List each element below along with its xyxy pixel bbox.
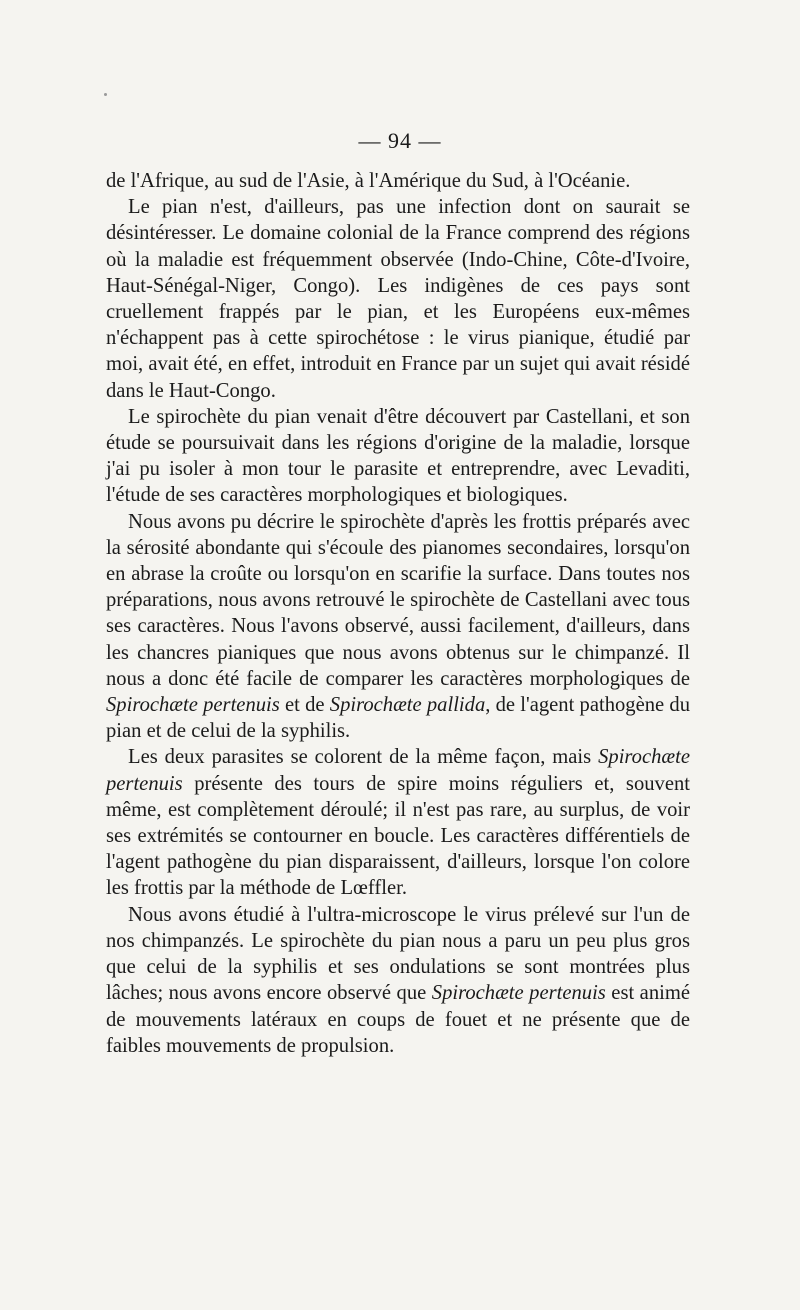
text-run: et de — [279, 694, 330, 717]
paper-speck — [104, 93, 107, 96]
text-run: Nous avons étudié à l'ultra-microscope le virus prélevé sur l'un de nos chimpanzés. Le spirochète du pian nous a paru un peu plus gros que celui de la syphilis et ses ondulations se sont montrées plus lâches; nous avons encore observé que — [106, 903, 690, 1005]
paragraph — [106, 902, 690, 1059]
italic-species-name: Spirochæte pertenuis — [431, 982, 606, 1005]
paragraph — [106, 168, 690, 194]
paragraph — [106, 744, 690, 901]
text-run: Les deux parasites se colorent de la même façon, mais — [128, 746, 599, 769]
italic-species-name: Spirochæte pertenuis — [106, 746, 690, 795]
paragraph — [106, 509, 690, 745]
text-run: présente des tours de spire moins réguliers et, souvent même, est complètement déroulé; il n'est pas rare, au surplus, de voir ses extrémités se contourner en boucle. Les caractères différentiels de l'agent pathogène du pian disparaissent, d'ailleurs, lorsque l'on colore les frottis par la méthode de Lœffler. — [106, 772, 690, 900]
text-run: , de l'agent pathogène du pian et de celui de la syphilis. — [106, 694, 690, 743]
text-run: de l'Afrique, au sud de l'Asie, à l'Amérique du Sud, à l'Océanie. — [106, 170, 631, 192]
italic-species-name: Spirochæte pertenuis — [106, 694, 280, 717]
paragraph — [106, 404, 690, 509]
text-run: Le spirochète du pian venait d'être découvert par Castellani, et son étude se poursuivait dans les régions d'origine de la maladie, lorsque j'ai pu isoler à mon tour le parasite et entreprendre, avec Levaditi, l'étude de ses caractères morphologiques et biologiques. — [106, 405, 690, 507]
body-text — [106, 168, 690, 1059]
text-run: est animé de mouvements latéraux en coups de fouet et ne présente que de faibles mouvements de propulsion. — [106, 982, 690, 1057]
text-run: Le pian n'est, d'ailleurs, pas une infection dont on saurait se désintéresser. Le domaine colonial de la France comprend des régions où la maladie est fréquemment observée (Indo-Chine, Côte-d'Ivoire, Haut-Sénégal-Niger, Congo). Les indigènes de ces pays sont cruellement frappés par le pian, et les Européens eux-mêmes n'échappent pas à cette spirochétose : le virus pianique, étudié par moi, avait été, en effet, introduit en France par un sujet qui avait résidé dans le Haut-Congo. — [106, 196, 690, 402]
text-run: Nous avons pu décrire le spirochète d'après les frottis préparés avec la sérosité abondante qui s'écoule des pianomes secondaires, lorsqu'on en abrase la croûte ou lorsqu'on en scarifie la surface. Dans toutes nos préparations, nous avons retrouvé le spirochète de Castellani avec tous ses caractères. Nous l'avons observé, aussi facilement, d'ailleurs, dans les chancres pianiques que nous avons obtenus sur le chimpanzé. Il nous a donc été facile de comparer les caractères morphologiques de — [106, 510, 690, 690]
italic-species-name: Spirochæte pallida — [329, 694, 486, 717]
paragraph — [106, 194, 690, 404]
page-number: — 94 — — [358, 128, 442, 153]
